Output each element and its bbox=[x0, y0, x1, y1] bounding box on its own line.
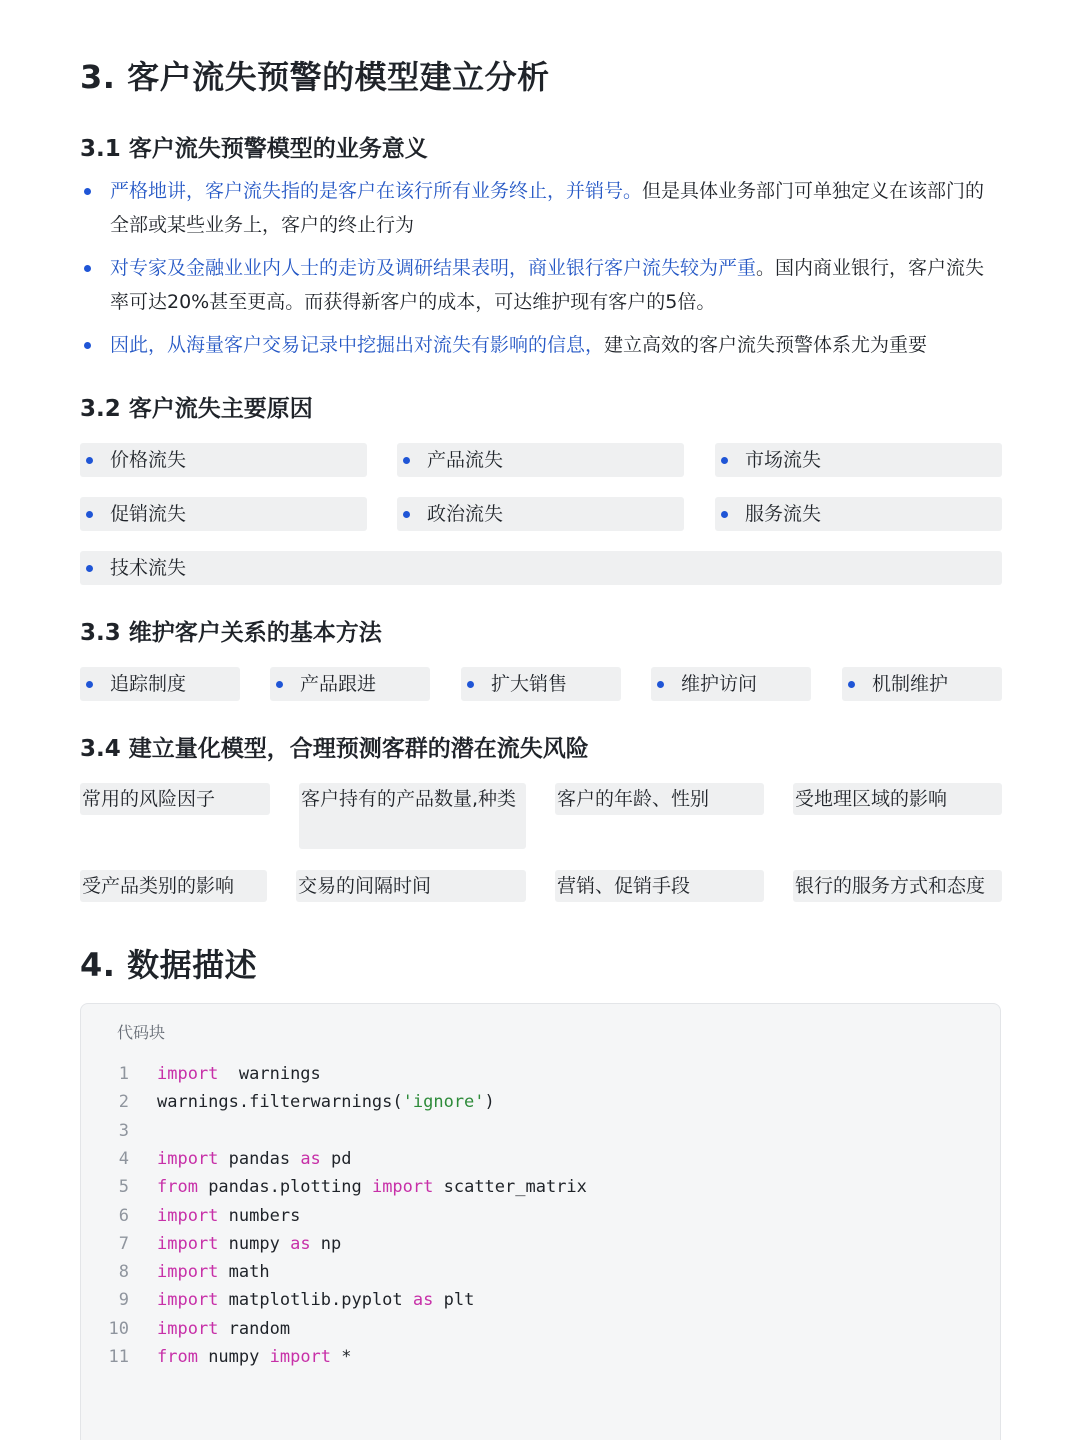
line-number: 10 bbox=[108, 1318, 129, 1339]
code-line bbox=[81, 1173, 1000, 1201]
bullet-dot-icon bbox=[86, 681, 93, 688]
bullet-dot-icon bbox=[657, 681, 664, 688]
code-text: import matplotlib.pyplot as plt bbox=[157, 1290, 475, 1311]
code-text: import random bbox=[157, 1318, 291, 1339]
line-number: 8 bbox=[118, 1262, 129, 1283]
risk-factor-cell: 常用的风险因子 bbox=[80, 783, 270, 815]
section-3-title: 3. 客户流失预警的模型建立分析 bbox=[80, 58, 550, 96]
bullet-dot-icon bbox=[721, 457, 728, 464]
bullet-highlight: 对专家及金融业业内人士的走访及调研结果表明，商业银行客户流失较为严重 bbox=[110, 257, 757, 279]
code-block[interactable] bbox=[80, 1003, 1001, 1440]
bullet-dot-icon bbox=[848, 681, 855, 688]
code-block-title: 代码块 bbox=[117, 1023, 166, 1042]
bullet-dot-icon bbox=[84, 265, 91, 272]
code-text: from pandas.plotting import scatter_matrix bbox=[157, 1177, 587, 1198]
section-3-1-title: 3.1 客户流失预警模型的业务意义 bbox=[80, 136, 428, 162]
method-cell: 产品跟进 bbox=[270, 667, 430, 701]
bullet-dot-icon bbox=[84, 342, 91, 349]
bullet-highlight: 严格地讲，客户流失指的是客户在该行所有业务终止，并销号。 bbox=[110, 180, 643, 202]
line-number: 4 bbox=[118, 1148, 129, 1169]
bullet-item bbox=[80, 251, 1000, 319]
bullet-text: 。国内商业银行，客户流失率可达20%甚至更高。而获得新客户的成本，可达维护现有客户的5倍。 bbox=[110, 257, 985, 313]
method-cell: 维护访问 bbox=[651, 667, 811, 701]
code-line bbox=[81, 1145, 1000, 1173]
bullet-text: 但是具体业务部门可单独定义在该部门的全部或某些业务上，客户的终止行为 bbox=[110, 180, 985, 236]
risk-factor-cell: 受产品类别的影响 bbox=[80, 870, 267, 902]
code-line bbox=[81, 1202, 1000, 1230]
risk-factor-cell: 交易的间隔时间 bbox=[296, 870, 526, 902]
code-line bbox=[81, 1315, 1000, 1343]
bullet-highlight: 因此，从海量客户交易记录中挖掘出对流失有影响的信息， bbox=[110, 334, 605, 356]
code-line bbox=[81, 1060, 1000, 1088]
code-text: import warnings bbox=[157, 1064, 321, 1084]
section-3-3-title: 3.3 维护客户关系的基本方法 bbox=[80, 620, 382, 646]
bullet-item bbox=[80, 328, 1000, 362]
bullet-dot-icon bbox=[403, 511, 410, 518]
risk-factor-cell: 营销、促销手段 bbox=[555, 870, 764, 902]
line-number: 6 bbox=[118, 1205, 129, 1226]
code-text: import pandas as pd bbox=[157, 1148, 352, 1169]
line-number: 11 bbox=[108, 1347, 129, 1367]
bullet-dot-icon bbox=[467, 681, 474, 688]
bullet-dot-icon bbox=[403, 457, 410, 464]
code-line bbox=[81, 1286, 1000, 1314]
reason-cell: 产品流失 bbox=[397, 443, 684, 477]
code-line bbox=[81, 1230, 1000, 1258]
reason-cell: 促销流失 bbox=[80, 497, 367, 531]
line-number: 7 bbox=[118, 1233, 129, 1254]
bullet-dot-icon bbox=[84, 188, 91, 195]
line-number: 3 bbox=[118, 1120, 129, 1141]
reason-cell: 服务流失 bbox=[715, 497, 1002, 531]
bullet-dot-icon bbox=[86, 511, 93, 518]
reason-cell: 市场流失 bbox=[715, 443, 1002, 477]
bullet-text: 建立高效的客户流失预警体系尤为重要 bbox=[604, 334, 928, 356]
bullet-dot-icon bbox=[86, 457, 93, 464]
code-line bbox=[81, 1117, 1000, 1145]
line-number: 1 bbox=[118, 1064, 129, 1084]
reason-cell: 价格流失 bbox=[80, 443, 367, 477]
line-number: 2 bbox=[118, 1092, 129, 1113]
bullet-dot-icon bbox=[86, 565, 93, 572]
code-line bbox=[81, 1258, 1000, 1286]
reason-cell: 政治流失 bbox=[397, 497, 684, 531]
section-3-2-title: 3.2 客户流失主要原因 bbox=[80, 396, 313, 422]
risk-factor-cell: 受地理区域的影响 bbox=[793, 783, 1002, 815]
code-text: import math bbox=[157, 1262, 270, 1283]
code-text: import numbers bbox=[157, 1205, 301, 1226]
risk-factor-cell: 客户的年龄、性别 bbox=[555, 783, 764, 815]
method-cell: 机制维护 bbox=[842, 667, 1002, 701]
section-4-title: 4. 数据描述 bbox=[80, 946, 258, 984]
code-text: from numpy import * bbox=[157, 1347, 352, 1367]
code-line bbox=[81, 1343, 1000, 1371]
code-text: import numpy as np bbox=[157, 1233, 342, 1254]
method-cell: 扩大销售 bbox=[461, 667, 621, 701]
code-line bbox=[81, 1088, 1000, 1116]
bullet-dot-icon bbox=[721, 511, 728, 518]
risk-factor-cell: 银行的服务方式和态度 bbox=[793, 870, 1002, 902]
bullet-item bbox=[80, 174, 1000, 242]
method-cell: 追踪制度 bbox=[80, 667, 240, 701]
bullet-dot-icon bbox=[276, 681, 283, 688]
line-number: 9 bbox=[118, 1290, 129, 1311]
line-number: 5 bbox=[118, 1177, 129, 1198]
reason-cell: 技术流失 bbox=[80, 551, 1002, 585]
section-3-4-title: 3.4 建立量化模型，合理预测客群的潜在流失风险 bbox=[80, 736, 589, 762]
code-text: warnings.filterwarnings('ignore') bbox=[157, 1092, 495, 1113]
risk-factor-cell: 客户持有的产品数量,种类 bbox=[299, 783, 526, 849]
